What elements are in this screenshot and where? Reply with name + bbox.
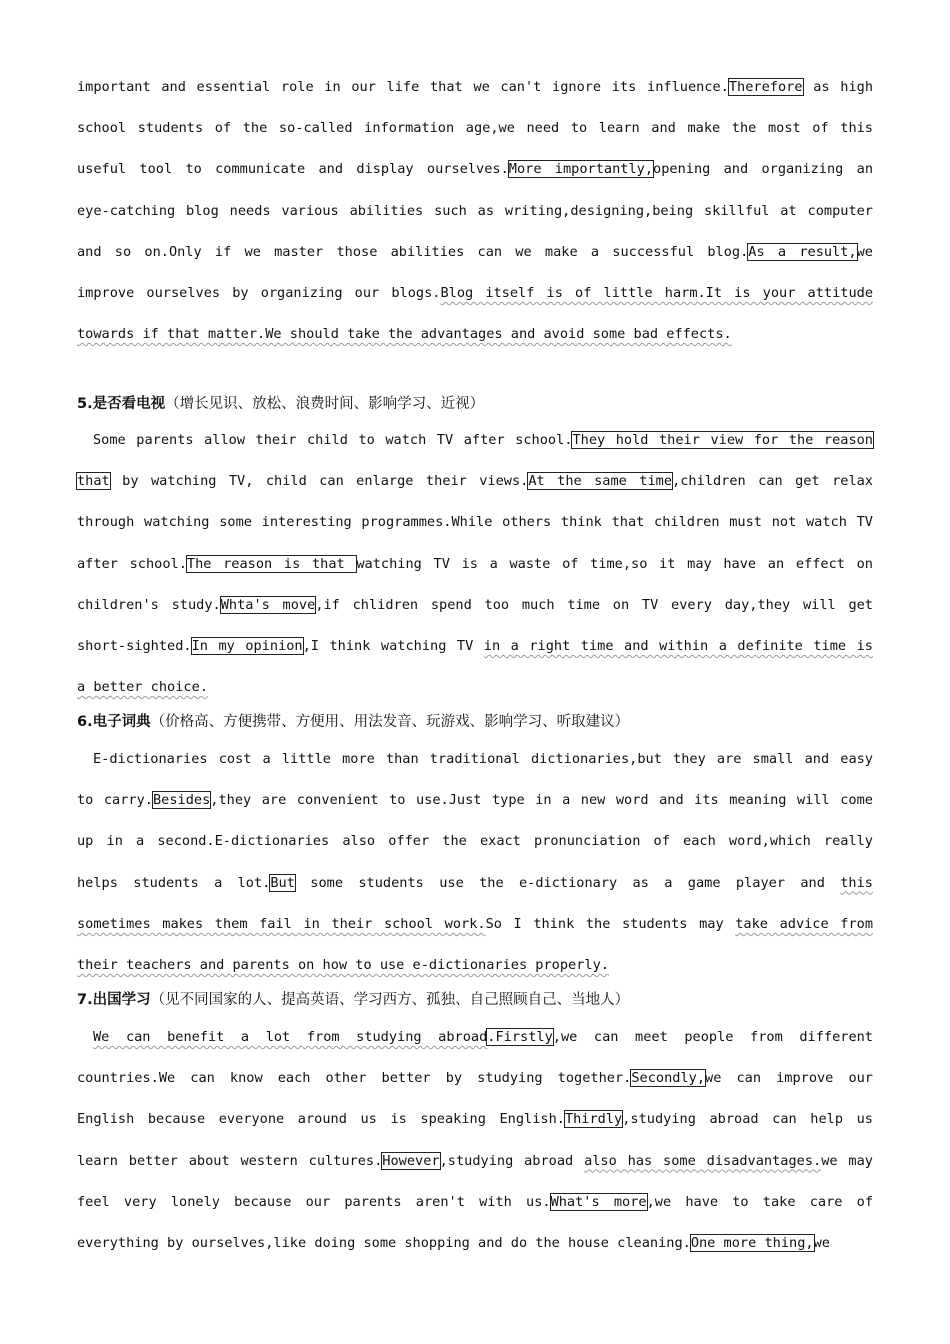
e-dictionary-essay-paragraph [77,739,873,986]
text-run: So I think the students may [485,915,736,932]
wavy-underlined-phrase: sometimes makes them fail in their school work. [77,915,486,932]
text-line [77,232,873,273]
text-line [77,420,873,461]
text-line [77,667,873,708]
section-title: 电子词典 [92,714,151,730]
section-heading-7 [77,988,629,1012]
text-run: important and essential role in our life that we can't ignore its influence. [77,79,729,95]
wavy-underlined-phrase: Blog itself is of little harm.It is your attitude [440,284,874,301]
text-line [77,1182,873,1223]
section-note: （增长见识、放松、浪费时间、影响学习、近视） [165,396,485,412]
text-run: children's study. [77,596,221,613]
wavy-underlined-phrase: take advice from [735,915,874,932]
text-line [77,863,873,904]
text-run: we [813,1234,830,1251]
text-line [77,314,873,355]
text-line [77,945,873,986]
text-run: some students use the e-dictionary as a game player and [294,874,841,891]
text-run: ,studying abroad can help us [622,1111,873,1128]
section-number: 5. [77,396,93,412]
text-line [77,149,873,190]
text-run: eye-catching blog needs various abilities such as writing,designing,being skillful at computer [77,202,873,219]
section-number: 6. [77,714,93,730]
boxed-transition-phrase: One more thing, [690,1234,814,1251]
section-note: （见不同国家的人、提高英语、学习西方、孤独、自己照顾自己、当地人） [150,992,630,1008]
text-run: by watching TV, child can enlarge their views. [109,473,529,490]
blog-essay-paragraph [77,67,873,355]
text-run: ,I think watching TV [302,637,484,654]
boxed-transition-phrase: that [77,473,110,490]
text-run: learn better about western cultures. [77,1152,383,1169]
text-run: useful tool to communicate and display ourselves. [77,161,509,178]
section-number: 7. [77,992,93,1008]
text-line [77,780,873,821]
boxed-transition-phrase: What's more [550,1193,647,1210]
text-run: Some parents allow their child to watch TV after school. [93,432,573,448]
text-run: ,we have to take care of [646,1193,874,1210]
text-run: after school. [77,555,187,572]
section-heading-6 [77,710,629,734]
text-line [77,108,873,149]
text-line [77,461,873,502]
text-run: school students of the so-called information age,we need to learn and make the most of this [77,120,873,137]
boxed-transition-phrase: Thirdly [564,1111,623,1128]
text-run: as high [802,79,873,95]
boxed-transition-phrase: The reason is that [186,555,357,572]
text-line [77,626,873,667]
boxed-transition-phrase: Therefore [728,79,803,95]
wavy-underlined-phrase: We can benefit a lot from studying abroad [93,1029,488,1045]
boxed-transition-phrase: As a result, [748,243,857,260]
text-run: watching TV is a waste of time,so it may have an effect on [356,555,873,572]
section-title: 出国学习 [92,992,151,1008]
text-run: helps students a lot. [77,874,271,891]
text-run: and so on.Only if we master those abilities can we make a successful blog. [77,243,749,260]
wavy-underlined-phrase: in a right time and within a definite time is [483,637,873,654]
study-abroad-essay-paragraph [77,1017,873,1264]
text-line [77,191,873,232]
boxed-transition-phrase: They hold their view for the reason [572,432,873,448]
text-run: short-sighted. [77,637,192,654]
text-run: through watching some interesting programmes.While others think that children must not watch TV [77,514,873,531]
text-run: everything by ourselves,like doing some shopping and do the house cleaning. [77,1234,691,1251]
text-line [77,1017,873,1058]
text-line [77,1141,873,1182]
wavy-underlined-phrase: this [840,874,873,891]
wavy-underlined-phrase: their teachers and parents on how to use e-dictionaries properly. [77,956,609,973]
wavy-underlined-phrase: towards if that matter.We should take the advantages and avoid some bad effects. [77,326,732,343]
text-line [77,739,873,780]
text-run: E-dictionaries cost a little more than traditional dictionaries,but they are small and easy [93,751,873,767]
text-run: ,children can get relax [672,473,873,490]
text-run: English because everyone around us is speaking English. [77,1111,565,1128]
text-run: ,if chlidren spend too much time on TV every day,they will get [315,596,873,613]
boxed-transition-phrase: Secondly, [631,1070,706,1087]
boxed-transition-phrase: However [382,1152,440,1169]
text-line [77,821,873,862]
tv-essay-paragraph [77,420,873,708]
section-heading-5 [77,392,484,416]
section-title: 是否看电视 [92,396,166,412]
text-run: to carry. [77,792,153,809]
text-run: we can improve our [705,1070,873,1087]
boxed-transition-phrase: Besides [152,792,211,809]
text-line [77,1223,873,1264]
text-line [77,1058,873,1099]
text-line [77,904,873,945]
boxed-transition-phrase: .Firstly [487,1029,553,1045]
text-line [77,273,873,314]
text-run: opening and organizing an [653,161,874,178]
text-run: countries.We can know each other better by studying together. [77,1070,632,1087]
text-run: up in a second.E-dictionaries also offer the exact pronunciation of each word,which really [77,833,873,850]
wavy-underlined-phrase: also has some disadvantages. [584,1152,822,1169]
text-line [77,502,873,543]
wavy-underlined-phrase: a better choice. [77,679,208,696]
text-line [77,544,873,585]
boxed-transition-phrase: Whta's move [220,596,316,613]
boxed-transition-phrase: In my opinion [191,637,303,654]
boxed-transition-phrase: At the same time [528,473,673,490]
text-run: ,studying abroad [439,1152,585,1169]
text-run: we [856,243,873,260]
text-run: improve ourselves by organizing our blogs. [77,284,441,301]
section-note: （价格高、方便携带、方便用、用法发音、玩游戏、影响学习、听取建议） [150,714,630,730]
text-run: ,they are convenient to use.Just type in a new word and its meaning will come [210,792,873,809]
text-run: we may [821,1152,873,1169]
text-line [77,67,873,108]
boxed-transition-phrase: More importantly, [508,161,654,178]
boxed-transition-phrase: But [270,874,295,891]
text-run: ,we can meet people from different [552,1029,873,1045]
text-line [77,1099,873,1140]
text-line [77,585,873,626]
text-run: feel very lonely because our parents aren't with us. [77,1193,551,1210]
